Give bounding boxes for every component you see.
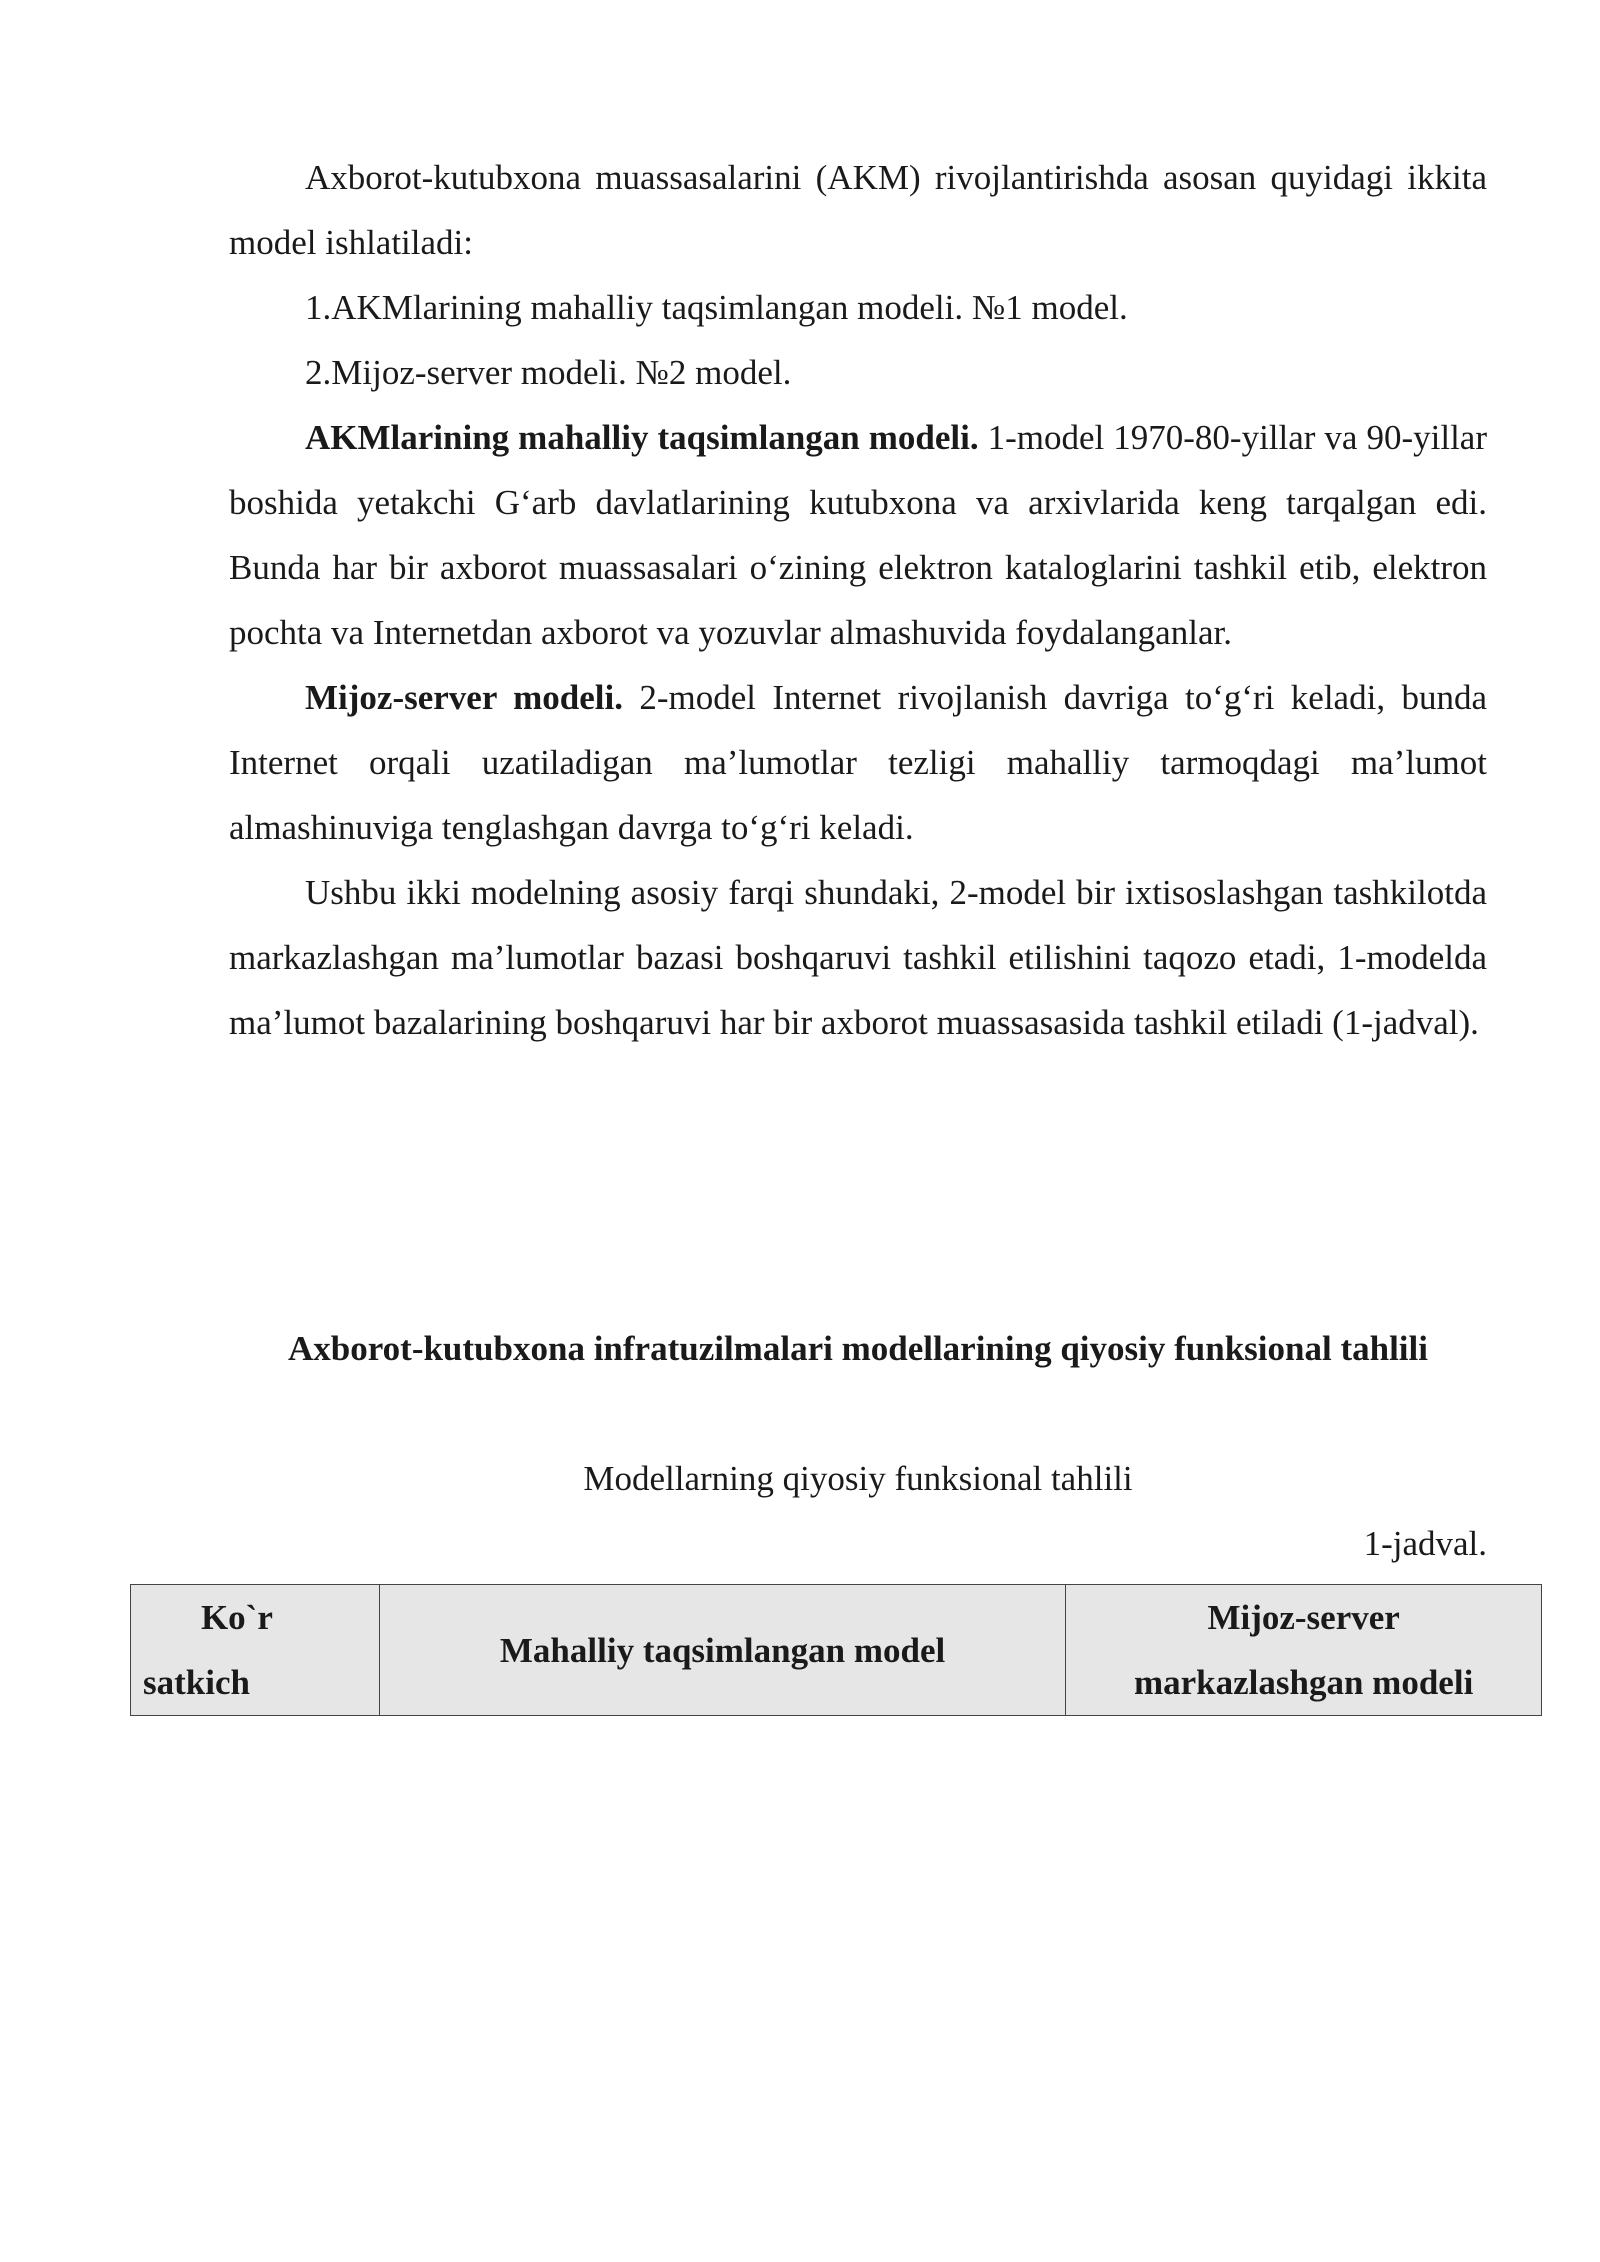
- section-heading: Axborot-kutubxona infratuzilmalari modellarining qiyosiy funksional tahlili: [288, 1329, 1428, 1368]
- header-client-server-model: [1066, 1585, 1542, 1716]
- paragraph-local-model: [229, 405, 1487, 665]
- paragraph-text-local-model: 1-model 1970-80-yillar va 90-yillar boshida yetakchi G‘arb davlatlarining kutubxona va arxivlarida keng tarqalgan edi. Bunda har bir axborot muassasalari o‘zining elektron kataloglarini tashkil etib, elektron pochta va Internetdan axborot va yozuvlar almashuvida foydalanganlar.: [229, 418, 1487, 652]
- header-client-server-line1: Mijoz-server: [1207, 1598, 1400, 1637]
- table-number: 1-jadval.: [1363, 1524, 1487, 1563]
- table-header-row: [131, 1585, 1542, 1716]
- list-item-model-1: 1.AKMlarining mahalliy taqsimlangan modeli. №1 model.: [305, 288, 1128, 327]
- paragraph-lead-client-server: Mijoz-server modeli.: [305, 678, 623, 717]
- paragraph-difference: Ushbu ikki modelning asosiy farqi shundaki, 2-model bir ixtisoslashgan tashkilotda markazlashgan ma’lumotlar bazasi boshqaruvi tashkil etilishini taqozo etadi, 1-modelda ma’lumot bazalarining boshqaruvi har bir axborot muassasasida tashkil etiladi (1-jadval).: [229, 873, 1487, 1042]
- table-caption: Modellarning qiyosiy funksional tahlili: [583, 1459, 1133, 1498]
- intro-paragraph: Axborot-kutubxona muassasalarini (AKM) rivojlantirishda asosan quyidagi ikkita model ishlatiladi:: [229, 158, 1487, 262]
- header-client-server-line2: markazlashgan modeli: [1133, 1663, 1474, 1702]
- body-text: [229, 145, 1487, 1055]
- header-indicator: [131, 1585, 380, 1716]
- header-indicator-line2: satkich: [143, 1663, 250, 1702]
- header-local-model: Mahalliy taqsimlangan model: [379, 1585, 1065, 1716]
- list-item-model-2: 2.Mijoz-server modeli. №2 model.: [305, 353, 792, 392]
- comparison-table: [130, 1584, 1542, 1716]
- paragraph-lead-local-model: AKMlarining mahalliy taqsimlangan modeli.: [305, 418, 979, 457]
- paragraph-text-client-server: 2-model Internet rivojlanish davriga to‘g‘ri keladi, bunda Internet orqali uzatiladigan ma’lumotlar tezligi mahalliy tarmoqdagi ma’lumot almashinuviga tenglashgan davrga to‘g‘ri keladi.: [229, 678, 1487, 847]
- header-indicator-line1: Ko`r: [200, 1598, 273, 1637]
- paragraph-client-server: [229, 665, 1487, 860]
